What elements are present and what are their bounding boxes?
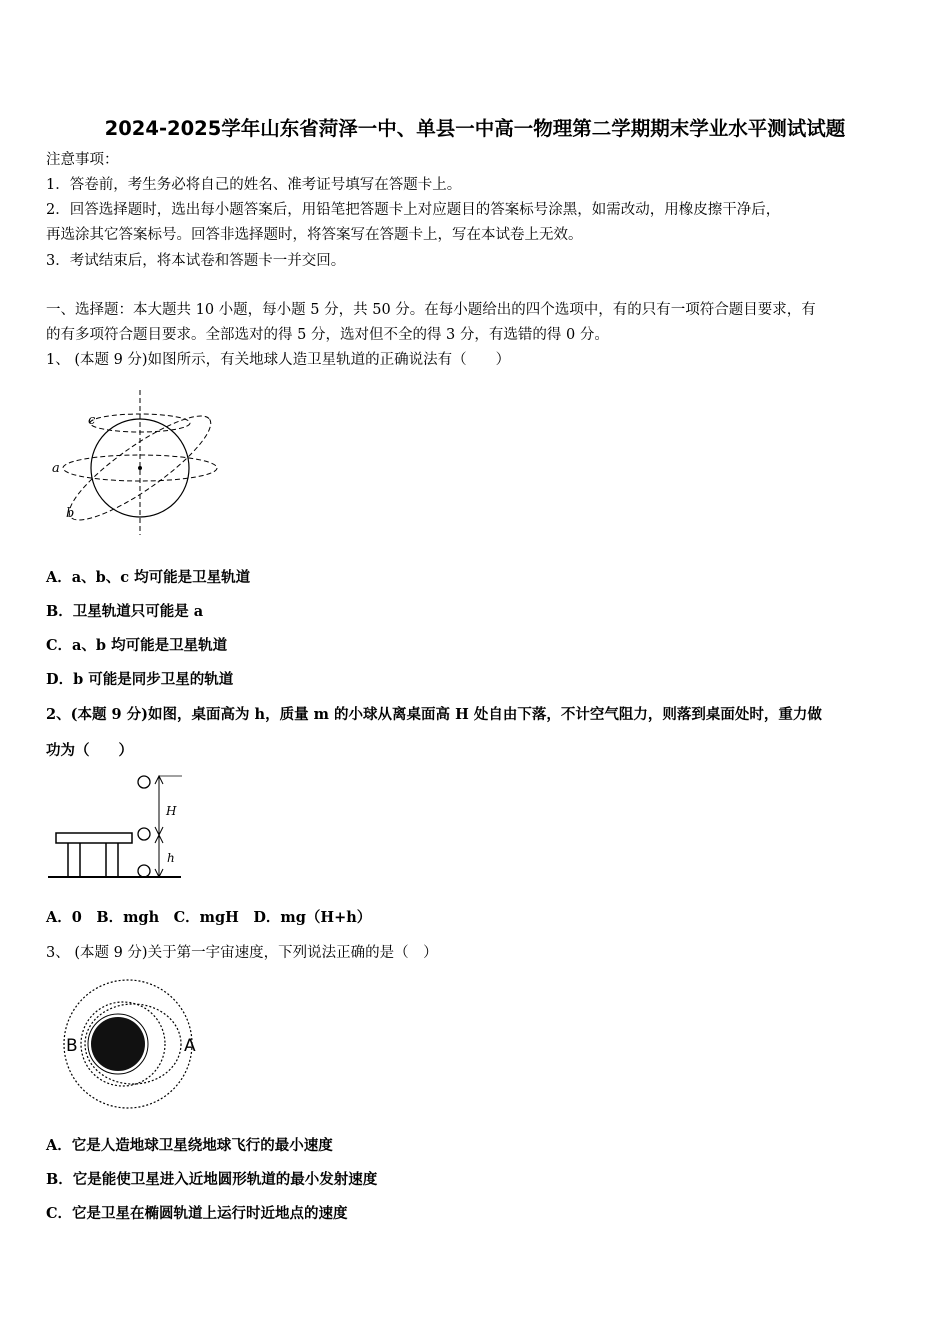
orbit-label-b: b bbox=[66, 506, 75, 521]
height-label-H: H bbox=[166, 804, 177, 818]
notice-item: 再选涂其它答案标号。回答非选择题时，将答案写在答题卡上，写在本试卷上无效。 bbox=[46, 227, 583, 243]
point-label-A: A bbox=[184, 1036, 196, 1056]
q3-option-b: B．它是能使卫星进入近地圆形轨道的最小发射速度 bbox=[46, 1171, 378, 1188]
section-instructions-cont: 的有多项符合题目要求。全部选对的得 5 分，选对但不全的得 3 分，有选错的得 0 分。 bbox=[46, 327, 609, 343]
point-label-B: B bbox=[66, 1036, 78, 1056]
notice-item: 2．回答选择题时，选出每小题答案后，用铅笔把答题卡上对应题目的答案标号涂黑，如需改动，用橡皮擦干净后， bbox=[46, 202, 781, 218]
notice-item: 3．考试结束后，将本试卷和答题卡一并交回。 bbox=[46, 253, 346, 269]
orbit-label-c: c bbox=[88, 413, 96, 428]
q1-option-c: C．a、b 均可能是卫星轨道 bbox=[46, 637, 228, 654]
q1-option-a: A．a、b、c 均可能是卫星轨道 bbox=[46, 569, 251, 586]
q3-orbit-figure bbox=[48, 978, 208, 1110]
page-title: 2024-2025学年山东省菏泽一中、单县一中高一物理第二学期期末学业水平测试试题 bbox=[104, 117, 846, 140]
notice-item: 1．答卷前，考生务必将自己的姓名、准考证号填写在答题卡上。 bbox=[46, 177, 462, 193]
section-instructions: 一、选择题：本大题共 10 小题，每小题 5 分，共 50 分。在每小题给出的四个选项中，有的只有一项符合题目要求，有 bbox=[46, 302, 816, 318]
q1-stem: 1、 (本题 9 分)如图所示，有关地球人造卫星轨道的正确说法有（ ） bbox=[46, 352, 511, 368]
q2-table-figure bbox=[46, 770, 186, 882]
q2-options: A．0 B．mgh C．mgH D．mg（H+h） bbox=[46, 909, 372, 926]
q3-option-c: C．它是卫星在椭圆轨道上运行时近地点的速度 bbox=[46, 1205, 348, 1222]
height-label-h: h bbox=[167, 851, 175, 865]
q1-option-d: D．b 可能是同步卫星的轨道 bbox=[46, 671, 234, 688]
notice-heading: 注意事项： bbox=[46, 152, 119, 168]
q3-stem: 3、 (本题 9 分)关于第一宇宙速度，下列说法正确的是（ ） bbox=[46, 945, 438, 961]
q3-option-a: A．它是人造地球卫星绕地球飞行的最小速度 bbox=[46, 1137, 333, 1154]
q1-option-b: B．卫星轨道只可能是 a bbox=[46, 603, 204, 620]
orbit-label-a: a bbox=[52, 461, 60, 476]
q2-stem: 2、(本题 9 分)如图，桌面高为 h，质量 m 的小球从离桌面高 H 处自由下落，不计空气阻力，则落到桌面处时，重力做 bbox=[46, 706, 822, 723]
q2-stem-cont: 功为（ ） bbox=[46, 742, 133, 759]
q1-orbit-figure bbox=[48, 390, 223, 535]
